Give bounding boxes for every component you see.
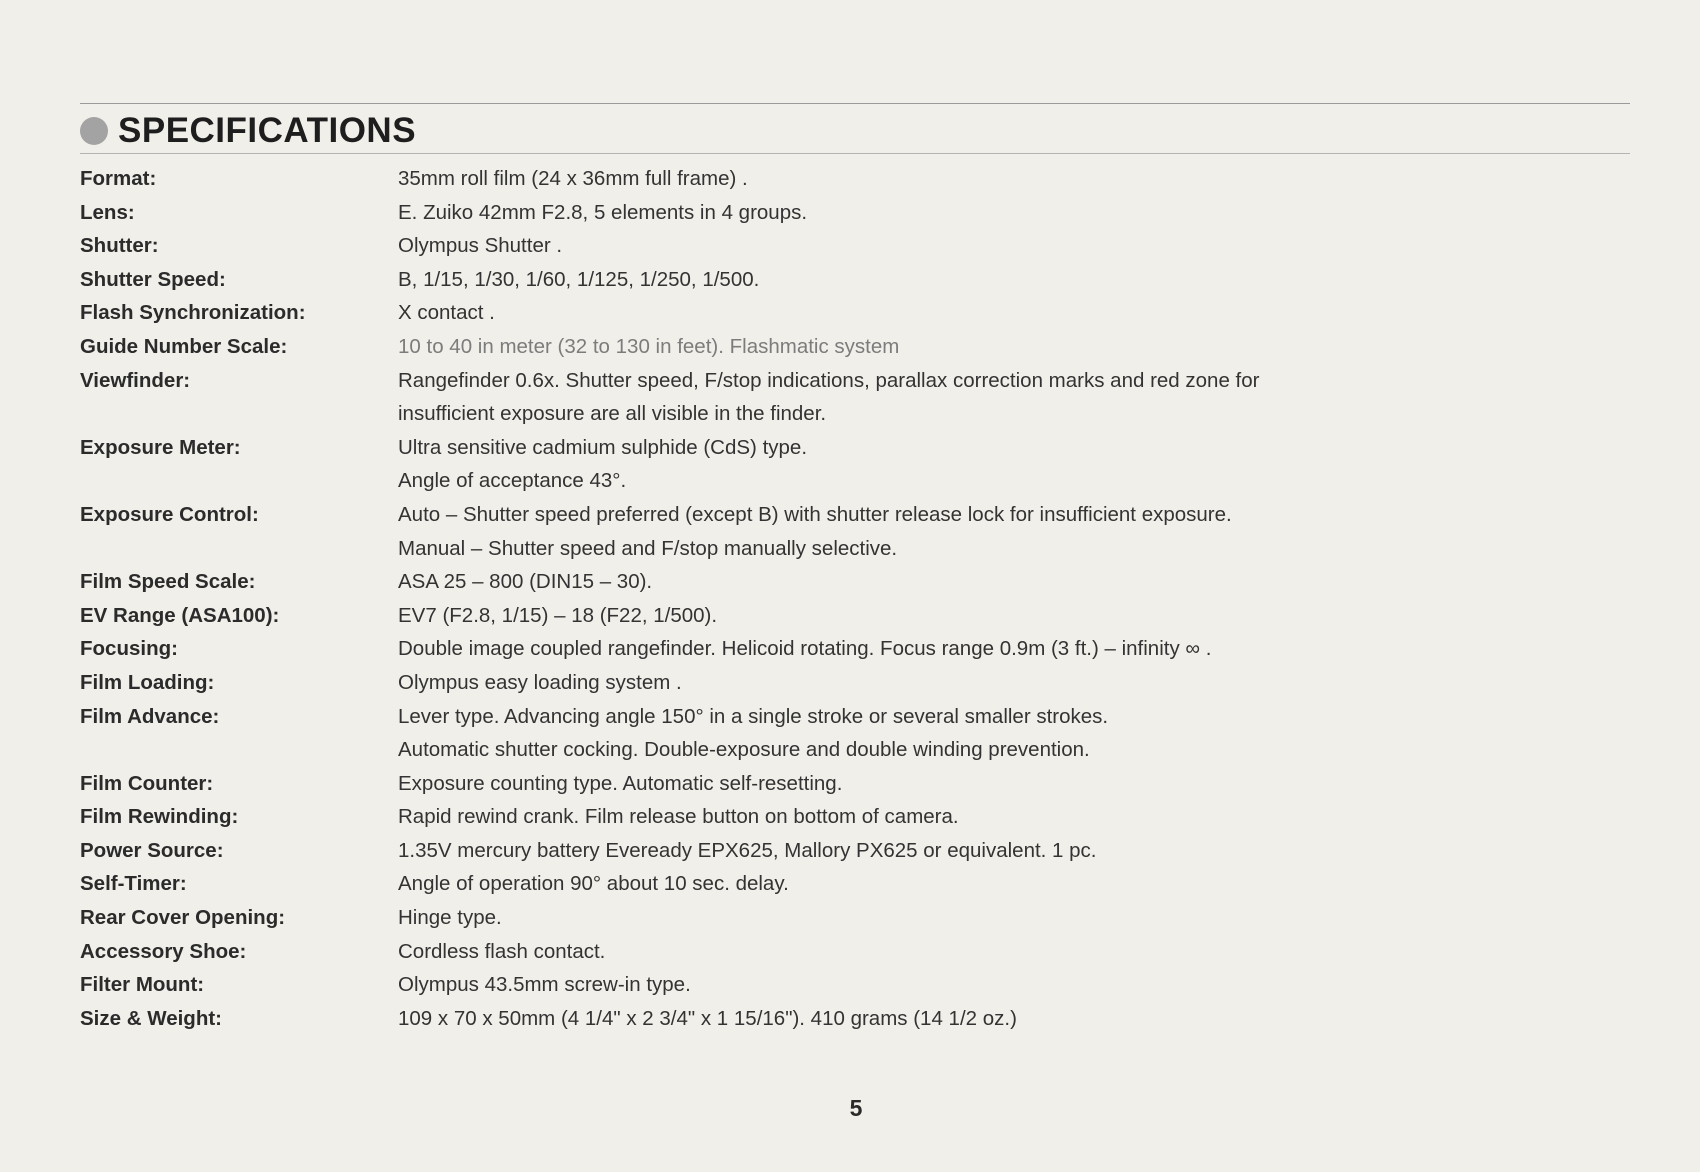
spec-value <box>398 263 1610 297</box>
spec-value <box>398 1002 1610 1036</box>
spec-row <box>80 364 1610 431</box>
spec-value <box>398 834 1610 868</box>
spec-value-line: Olympus 43.5mm screw-in type. <box>398 973 691 997</box>
page-number: 5 <box>849 1095 863 1121</box>
spec-value <box>398 867 1610 901</box>
spec-row <box>80 263 1610 297</box>
spec-row <box>80 901 1610 935</box>
spec-value-line: E. Zuiko 42mm F2.8, 5 elements in 4 groups. <box>398 200 808 224</box>
spec-row <box>80 1002 1610 1036</box>
spec-value-line: insufficient exposure are all visible in the finder. <box>398 402 827 426</box>
spec-row <box>80 968 1610 1002</box>
spec-value <box>398 162 1610 196</box>
spec-row <box>80 431 1610 498</box>
spec-label: Film Rewinding: <box>80 805 239 829</box>
spec-label: Accessory Shoe: <box>80 939 247 963</box>
spec-value <box>398 364 1610 431</box>
spec-value-line: 1.35V mercury battery Eveready EPX625, Mallory PX625 or equivalent. 1 pc. <box>398 838 1097 862</box>
spec-value <box>398 229 1610 263</box>
spec-label: Film Speed Scale: <box>80 570 256 594</box>
spec-value-line: Rapid rewind crank. Film release button on bottom of camera. <box>398 805 959 829</box>
spec-row <box>80 666 1610 700</box>
spec-value <box>398 196 1610 230</box>
spec-label: Flash Synchronization: <box>80 301 306 325</box>
spec-value-line: 35mm roll film (24 x 36mm full frame) . <box>398 167 748 190</box>
spec-value-line: 10 to 40 in meter (32 to 130 in feet). Flashmatic system <box>398 334 900 358</box>
spec-label: Film Loading: <box>80 670 215 694</box>
spec-value-line: X contact . <box>398 301 495 325</box>
spec-value <box>398 901 1610 935</box>
spec-value <box>398 330 1610 364</box>
spec-label: Exposure Control: <box>80 502 259 526</box>
spec-value-line: Angle of acceptance 43°. <box>398 469 627 493</box>
specifications-table <box>80 162 1610 1035</box>
spec-value-line: EV7 (F2.8, 1/15) – 18 (F22, 1/500). <box>398 603 718 627</box>
spec-label: Rear Cover Opening: <box>80 906 286 930</box>
spec-row <box>80 800 1610 834</box>
spec-label: EV Range (ASA100): <box>80 603 280 627</box>
spec-value-line: B, 1/15, 1/30, 1/60, 1/125, 1/250, 1/500. <box>398 267 760 291</box>
spec-value-line: Lever type. Advancing angle 150° in a single stroke or several smaller strokes. <box>398 704 1109 728</box>
spec-row <box>80 229 1610 263</box>
spec-label: Shutter Speed: <box>80 267 226 291</box>
spec-value <box>398 296 1610 330</box>
bullet-icon <box>80 117 108 145</box>
spec-value <box>398 431 1610 498</box>
spec-label: Exposure Meter: <box>80 435 241 459</box>
spec-value-line: Double image coupled rangefinder. Helicoid rotating. Focus range 0.9m (3 ft.) – infinity ∞ . <box>398 637 1212 661</box>
spec-label: Self-Timer: <box>80 872 187 896</box>
spec-row <box>80 330 1610 364</box>
spec-value <box>398 968 1610 1002</box>
spec-value <box>398 565 1610 599</box>
spec-value-line: Olympus Shutter . <box>398 234 563 258</box>
spec-value-line: 109 x 70 x 50mm (4 1/4" x 2 3/4" x 1 15/16"). 410 grams (14 1/2 oz.) <box>398 1006 1017 1030</box>
spec-value-line: ASA 25 – 800 (DIN15 – 30). <box>398 570 653 594</box>
spec-row <box>80 565 1610 599</box>
heading-underline <box>80 153 1630 154</box>
spec-value-line: Ultra sensitive cadmium sulphide (CdS) type. <box>398 435 808 459</box>
spec-row <box>80 935 1610 969</box>
spec-row <box>80 296 1610 330</box>
page-title: SPECIFICATIONS <box>118 111 417 150</box>
spec-row <box>80 767 1610 801</box>
spec-value <box>398 935 1610 969</box>
section-heading <box>80 110 416 152</box>
spec-value-line: Rangefinder 0.6x. Shutter speed, F/stop indications, parallax correction marks and red zone for <box>398 368 1260 392</box>
spec-label: Film Advance: <box>80 704 220 728</box>
spec-value <box>398 632 1610 666</box>
spec-label: Focusing: <box>80 637 178 661</box>
spec-value <box>398 800 1610 834</box>
spec-value <box>398 700 1610 767</box>
spec-value <box>398 498 1610 565</box>
spec-label: Viewfinder: <box>80 368 191 392</box>
spec-label: Format: <box>80 167 157 190</box>
spec-row <box>80 196 1610 230</box>
spec-label: Film Counter: <box>80 771 214 795</box>
spec-value-line: Auto – Shutter speed preferred (except B) with shutter release lock for insufficient exposure. <box>398 502 1232 526</box>
spec-row <box>80 867 1610 901</box>
spec-label: Size & Weight: <box>80 1006 222 1030</box>
top-divider <box>80 103 1630 104</box>
spec-value-line: Olympus easy loading system . <box>398 670 682 694</box>
spec-row <box>80 834 1610 868</box>
spec-value-line: Cordless flash contact. <box>398 939 606 963</box>
spec-row <box>80 700 1610 767</box>
spec-value-line: Exposure counting type. Automatic self-resetting. <box>398 771 843 795</box>
spec-row <box>80 162 1610 196</box>
spec-label: Filter Mount: <box>80 973 205 997</box>
spec-value-line: Hinge type. <box>398 906 502 930</box>
spec-value-line: Manual – Shutter speed and F/stop manually selective. <box>398 536 898 560</box>
spec-label: Power Source: <box>80 838 224 862</box>
spec-value-line: Angle of operation 90° about 10 sec. delay. <box>398 872 789 896</box>
spec-value <box>398 599 1610 633</box>
spec-label: Lens: <box>80 200 135 224</box>
spec-row <box>80 632 1610 666</box>
spec-value <box>398 767 1610 801</box>
spec-value-line: Automatic shutter cocking. Double-exposure and double winding prevention. <box>398 738 1090 762</box>
spec-label: Shutter: <box>80 234 159 258</box>
spec-row <box>80 599 1610 633</box>
spec-row <box>80 498 1610 565</box>
spec-label: Guide Number Scale: <box>80 334 288 358</box>
spec-value <box>398 666 1610 700</box>
